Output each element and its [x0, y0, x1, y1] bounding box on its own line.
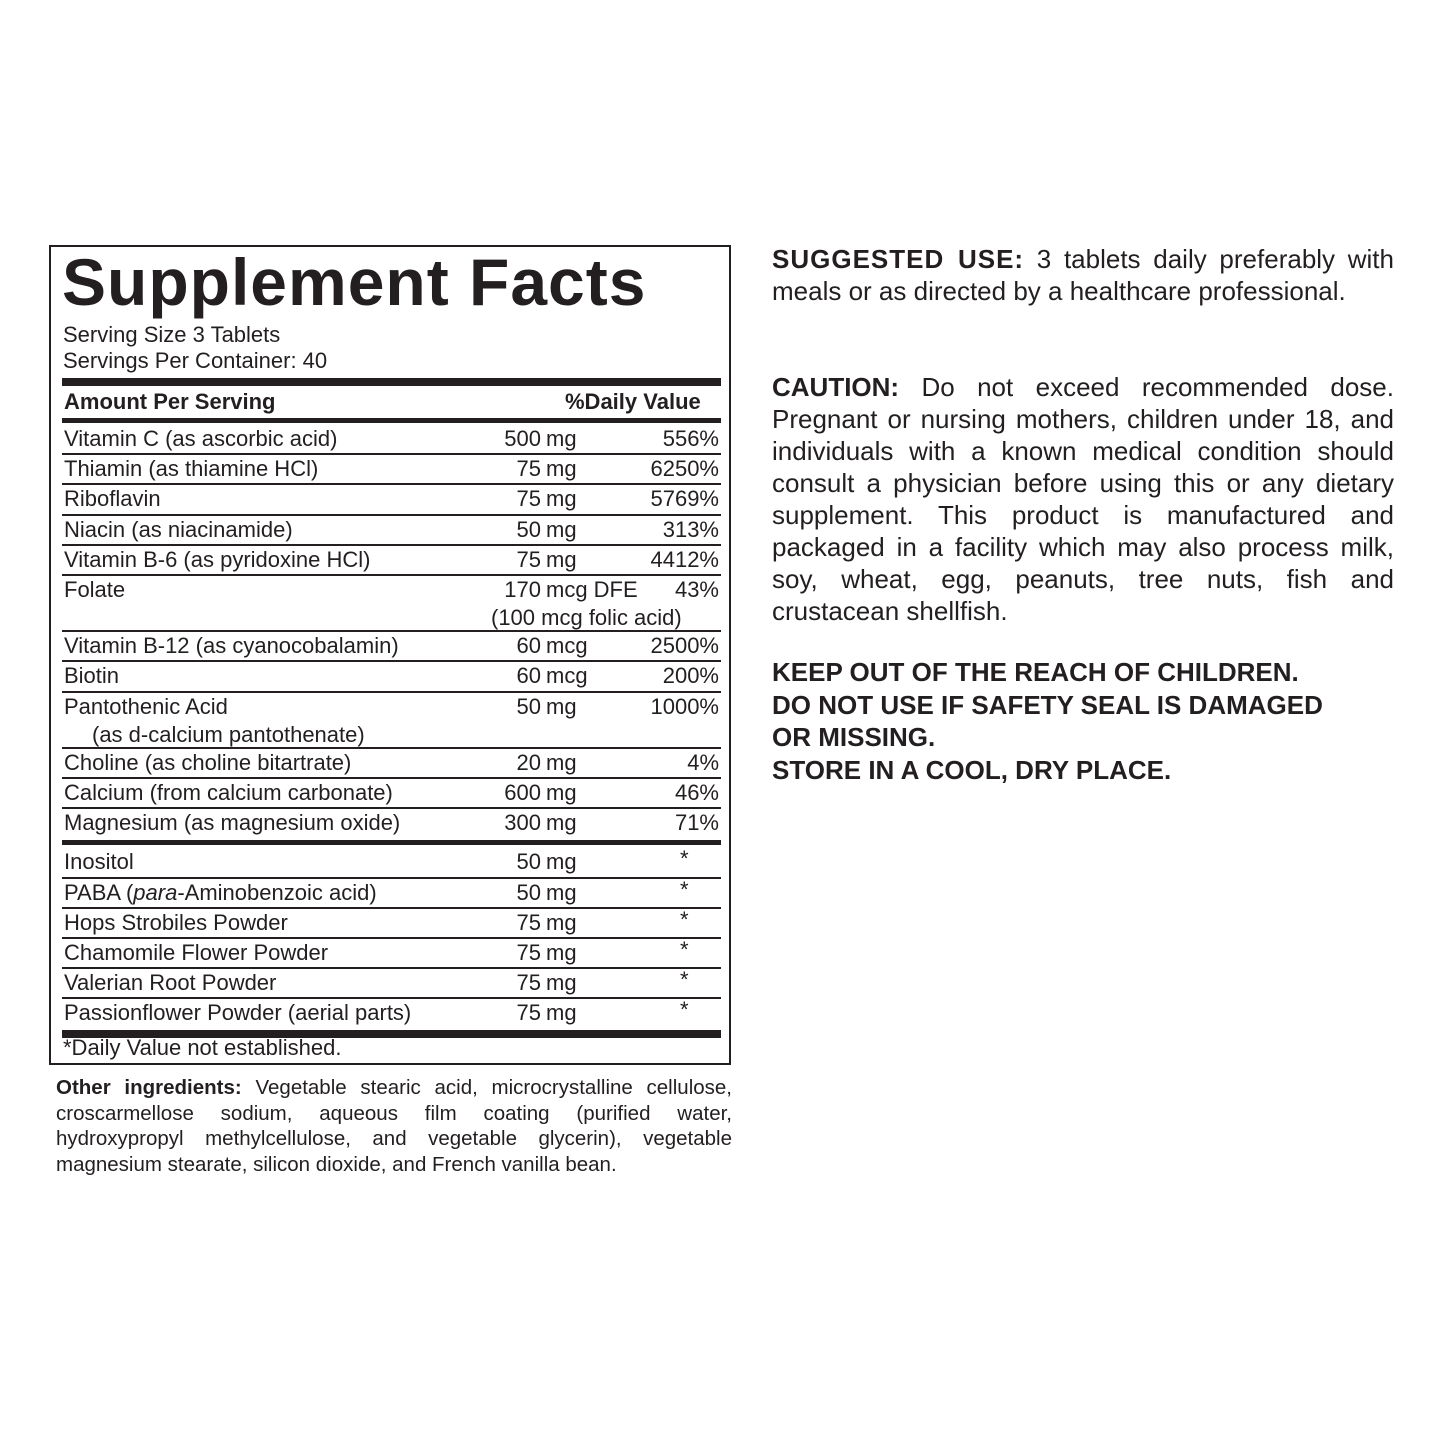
ingredient-unit: mg — [546, 940, 577, 965]
row-divider — [62, 630, 721, 632]
nutrient-unit: mg — [546, 486, 577, 512]
nutrient-unit: mg — [546, 780, 577, 805]
nutrient-amount: 50 — [516, 516, 541, 542]
nutrient-daily-value: 4412% — [650, 546, 719, 572]
nutrient-daily-value: 4% — [687, 749, 719, 775]
nutrient-unit: mcg — [546, 633, 588, 659]
footnote: *Daily Value not established. — [63, 1035, 342, 1060]
nutrient-unit: mg — [546, 810, 577, 836]
ingredient-unit: mg — [546, 970, 577, 996]
nutrient-amount: 60 — [516, 663, 541, 689]
nutrient-daily-value: 556% — [662, 426, 719, 451]
suggested-use-label: SUGGESTED USE: — [772, 244, 1025, 274]
panel-title: Supplement Facts — [62, 245, 647, 319]
nutrient-daily-value: 6250% — [650, 456, 719, 482]
nutrient-amount: 600 — [504, 780, 541, 805]
row-divider — [62, 514, 721, 516]
nutrient-name: Pantothenic Acid — [64, 693, 228, 719]
warning-seal: DO NOT USE IF SAFETY SEAL IS DAMAGED — [772, 689, 1323, 720]
ingredient-amount: 75 — [516, 1000, 541, 1026]
ingredient-name: Inositol — [64, 849, 134, 875]
nutrient-sub-amount: (100 mcg folic acid) — [491, 605, 682, 630]
nutrient-daily-value: 71% — [674, 810, 719, 836]
warning-storage: STORE IN A COOL, DRY PLACE. — [772, 754, 1172, 785]
warning-children: KEEP OUT OF THE REACH OF CHILDREN. — [772, 657, 1299, 687]
ingredient-daily-value: * — [680, 997, 689, 1023]
row-divider — [62, 907, 721, 909]
row-divider — [62, 877, 721, 879]
warning-missing: OR MISSING. — [772, 722, 936, 752]
ingredient-name-prefix: PABA ( — [64, 879, 134, 905]
nutrient-name: Biotin — [64, 663, 120, 689]
ingredient-amount: 75 — [516, 940, 541, 965]
ingredient-daily-value: * — [680, 846, 689, 872]
nutrient-name: Thiamin (as thiamine HCl) — [64, 456, 319, 482]
serving-size: Serving Size 3 Tablets — [63, 322, 281, 347]
nutrient-amount: 75 — [516, 486, 541, 512]
row-divider — [62, 453, 721, 455]
nutrient-unit: mg — [546, 693, 577, 719]
nutrient-name: Niacin (as niacinamide) — [64, 516, 293, 542]
other-ingredients — [56, 1075, 732, 1177]
nutrient-name: Calcium (from calcium carbonate) — [64, 780, 393, 805]
ingredient-amount: 50 — [516, 849, 541, 875]
header-amount-per-serving: Amount Per Serving — [64, 389, 276, 414]
row-divider — [62, 483, 721, 485]
nutrient-name: Vitamin B-6 (as pyridoxine HCl) — [64, 546, 371, 572]
header-daily-value: %Daily Value — [565, 389, 701, 414]
row-divider — [62, 807, 721, 809]
ingredient-name — [64, 880, 377, 906]
nutrient-amount: 170 — [504, 577, 541, 602]
row-divider — [62, 574, 721, 576]
ingredient-name-italic: para — [133, 879, 178, 905]
row-divider — [62, 660, 721, 662]
nutrient-unit: mg — [546, 456, 577, 482]
ingredient-amount: 75 — [516, 970, 541, 996]
caution — [772, 371, 1394, 627]
caution-text: Do not exceed recommended dose. Pregnant or nursing mothers, children under 18, and individuals with a known medical condition should consult a physician before using this or any dietary supplement. This product is manufactured and packaged in a facility which may also process milk, soy, wheat, egg, peanuts, tree nuts, fish and crustacean shellfish. — [772, 372, 1394, 626]
nutrient-name: Vitamin B-12 (as cyanocobalamin) — [64, 633, 399, 659]
ingredient-unit: mg — [546, 849, 577, 875]
ingredient-unit: mg — [546, 879, 577, 905]
row-divider — [62, 967, 721, 969]
nutrient-unit: mg — [546, 546, 577, 572]
ingredient-name: Hops Strobiles Powder — [64, 909, 288, 935]
nutrient-name: Choline (as choline bitartrate) — [64, 749, 352, 775]
ingredient-daily-value: * — [680, 937, 689, 962]
nutrient-unit: mg — [546, 749, 577, 775]
nutrient-daily-value: 46% — [674, 780, 719, 805]
nutrient-unit: mcg — [546, 663, 588, 689]
nutrient-name: Magnesium (as magnesium oxide) — [64, 810, 401, 836]
nutrient-daily-value: 200% — [662, 663, 719, 689]
ingredient-name-suffix: -Aminobenzoic acid) — [177, 879, 377, 905]
nutrient-daily-value: 1000% — [650, 693, 719, 719]
row-divider — [62, 777, 721, 779]
other-ingredients-label: Other ingredients: — [56, 1076, 242, 1099]
nutrient-unit: mg — [546, 516, 577, 542]
servings-per-container: Servings Per Container: 40 — [63, 348, 328, 373]
ingredient-unit: mg — [546, 1000, 577, 1026]
row-divider — [62, 997, 721, 999]
ingredient-name: Valerian Root Powder — [64, 970, 277, 996]
nutrient-daily-value: 43% — [674, 577, 719, 602]
nutrient-unit: mcg DFE — [546, 577, 638, 602]
other-ingredients-text: Vegetable stearic acid, microcrystalline cellulose, croscarmellose sodium, aqueous film coating (purified water, hydroxypropyl methylcellulose, and vegetable glycerin), vegetable magnesium stearate, silicon dioxide, and French vanilla bean. — [56, 1076, 732, 1176]
ingredient-daily-value: * — [680, 967, 689, 993]
row-divider — [62, 691, 721, 693]
nutrient-amount: 20 — [516, 749, 541, 775]
ingredient-daily-value: * — [680, 906, 689, 932]
ingredient-daily-value: * — [680, 876, 689, 902]
nutrient-name: Vitamin C (as ascorbic acid) — [64, 426, 338, 451]
ingredient-name: Chamomile Flower Powder — [64, 940, 329, 965]
suggested-use-text: 3 tablets daily preferably with meals or as directed by a healthcare professional. — [772, 244, 1394, 306]
nutrient-sub-name: (as d-calcium pantothenate) — [92, 721, 365, 747]
nutrient-name: Folate — [64, 577, 126, 602]
nutrient-daily-value: 313% — [662, 516, 719, 542]
nutrient-amount: 50 — [516, 693, 541, 719]
ingredient-amount: 50 — [516, 879, 541, 905]
thick-divider-header — [62, 418, 721, 423]
ingredient-name: Passionflower Powder (aerial parts) — [64, 1000, 412, 1026]
caution-label: CAUTION: — [772, 372, 900, 402]
thick-divider-top — [62, 378, 721, 386]
suggested-use — [772, 243, 1394, 307]
ingredient-unit: mg — [546, 909, 577, 935]
nutrient-unit: mg — [546, 426, 577, 451]
row-divider — [62, 747, 721, 749]
ingredient-amount: 75 — [516, 909, 541, 935]
warnings — [772, 656, 1323, 786]
nutrient-name: Riboflavin — [64, 486, 161, 512]
row-divider — [62, 544, 721, 546]
thick-divider-middle — [62, 840, 721, 845]
nutrient-amount: 500 — [504, 426, 541, 451]
nutrient-amount: 75 — [516, 546, 541, 572]
nutrient-amount: 300 — [504, 810, 541, 836]
nutrient-daily-value: 5769% — [650, 486, 719, 512]
nutrient-amount: 75 — [516, 456, 541, 482]
row-divider — [62, 937, 721, 939]
nutrient-amount: 60 — [516, 633, 541, 659]
nutrient-daily-value: 2500% — [650, 633, 719, 659]
